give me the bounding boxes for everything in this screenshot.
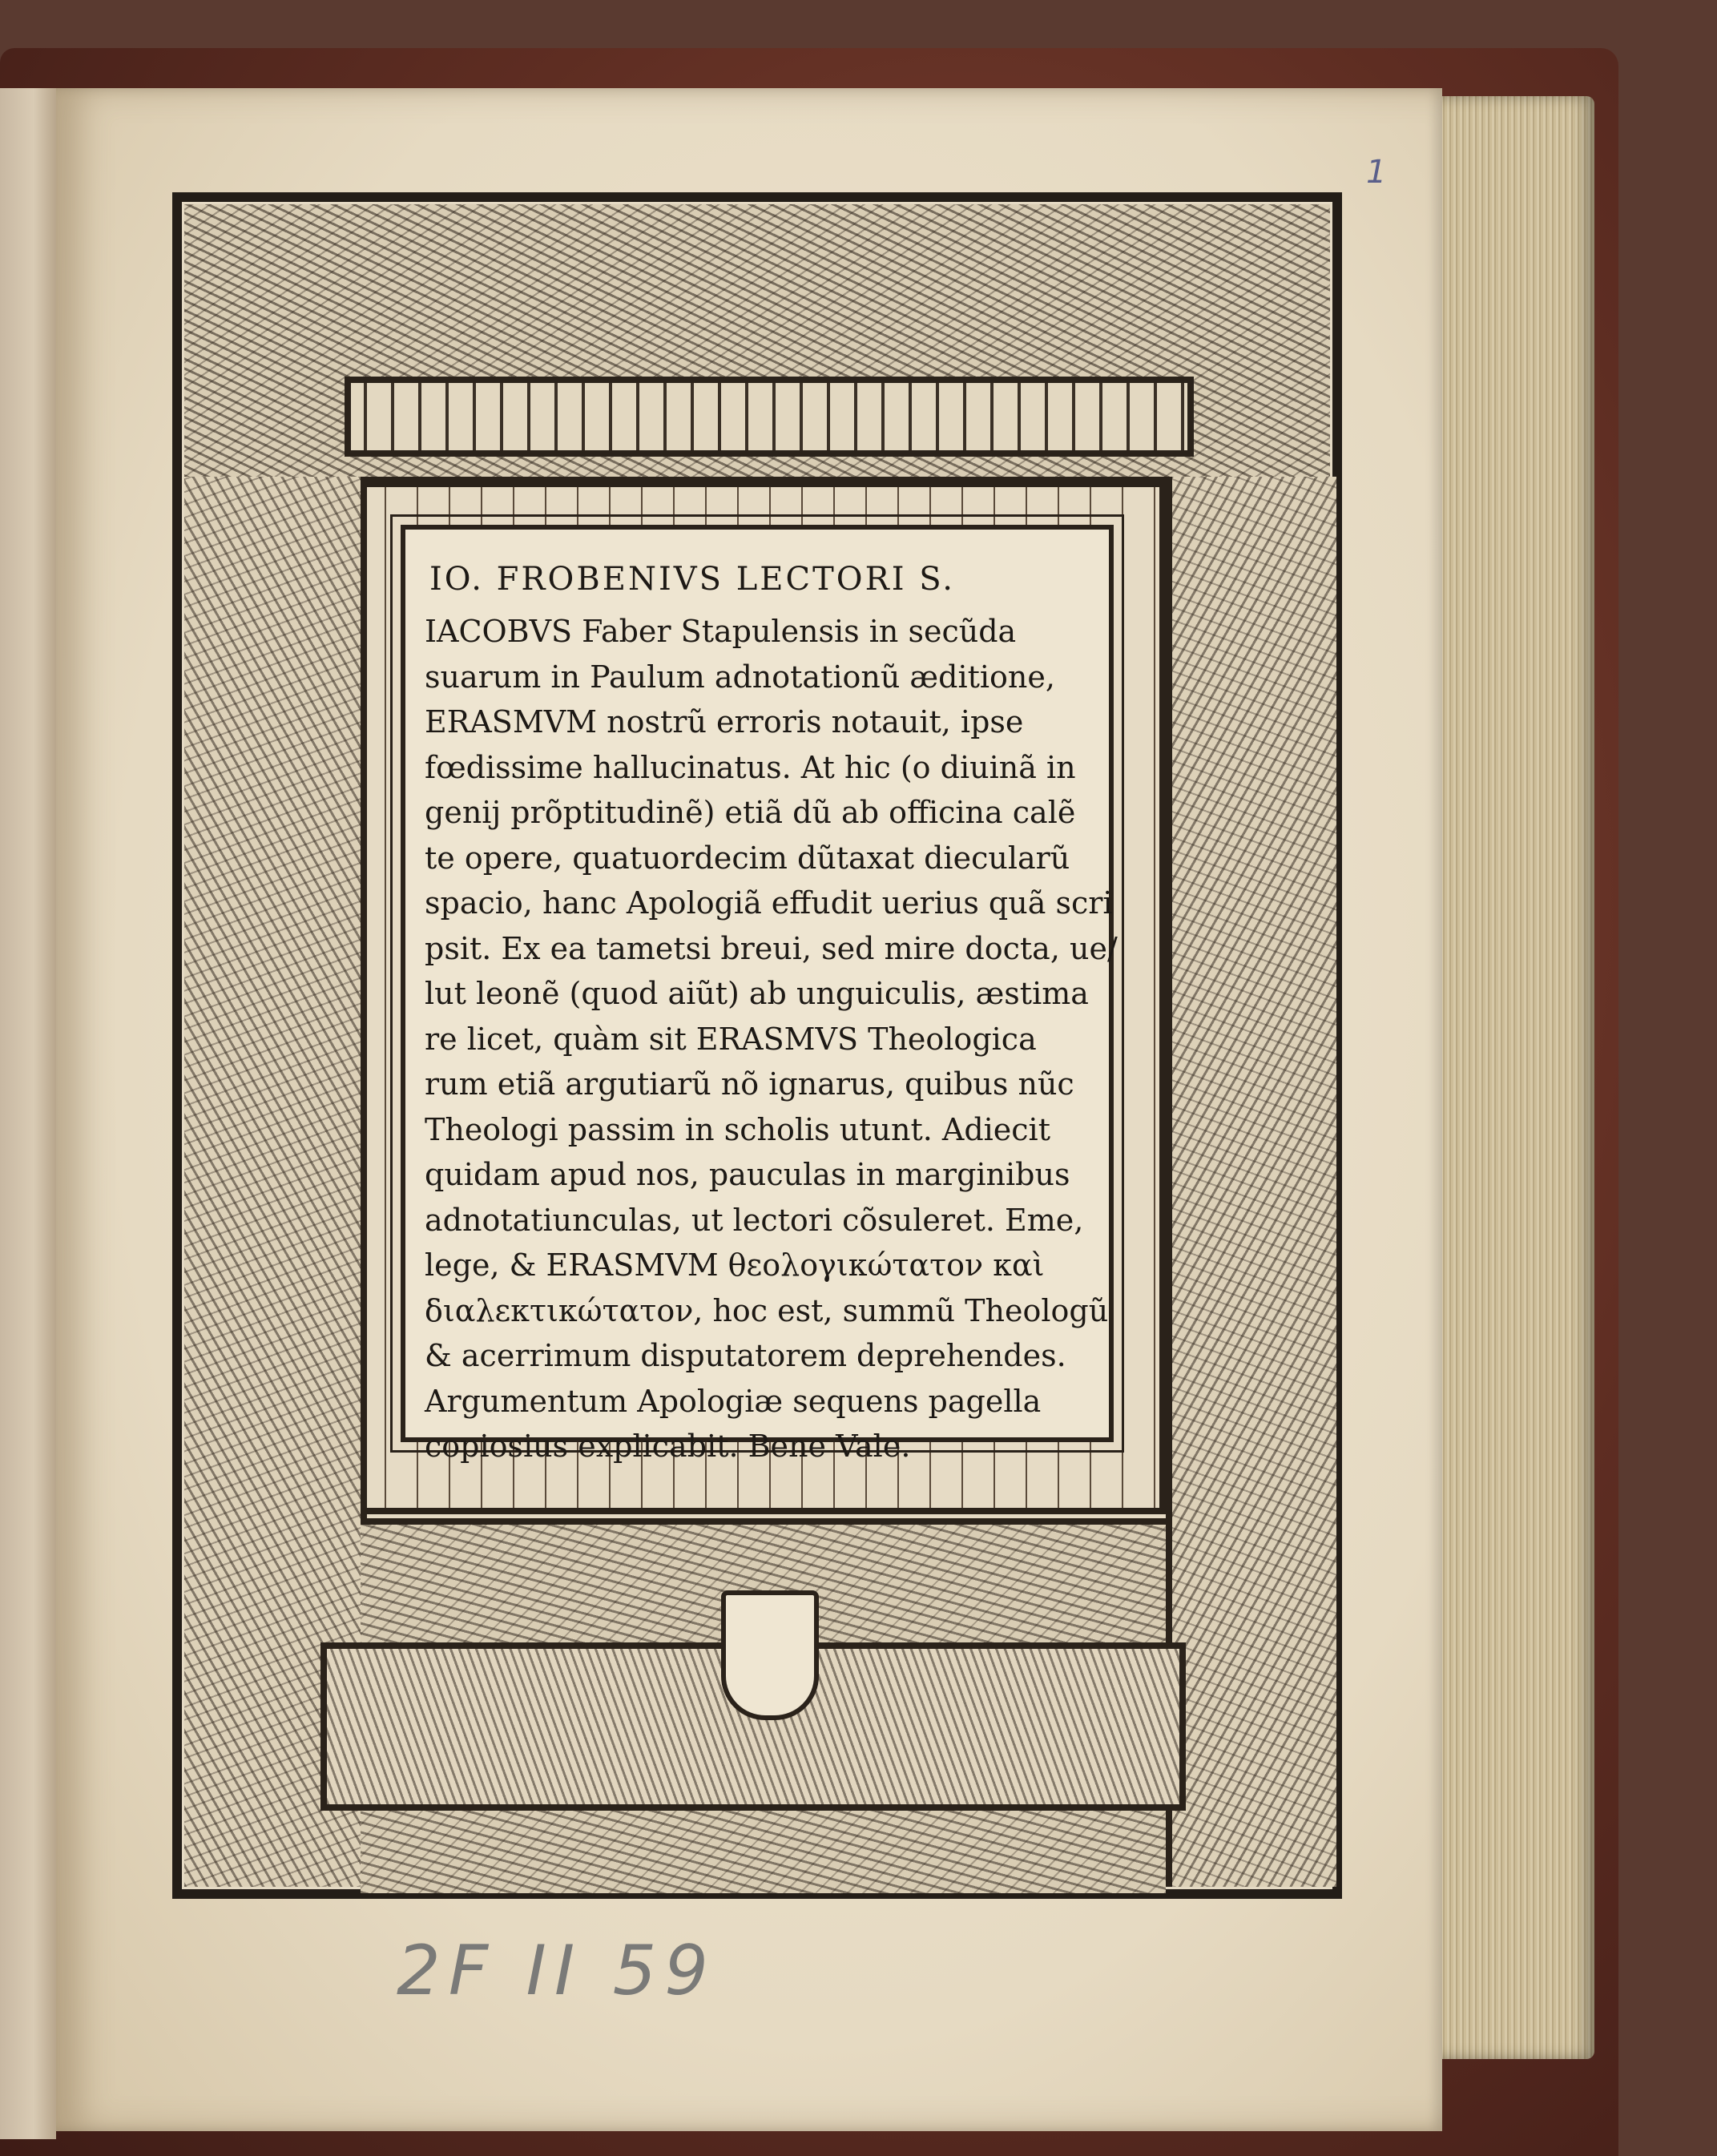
shield-icon (721, 1590, 819, 1720)
shelfmark: 2F II 59 (397, 1931, 717, 2011)
woodcut-top-frieze (345, 377, 1194, 457)
text-line: IACOBVS Faber Stapulensis in secũda (425, 614, 1017, 649)
text-line: spacio, hanc Apologiã effudit uerius quã scri (425, 885, 1113, 921)
text-line: ERASMVM nostrũ erroris notauit, ipse (425, 704, 1024, 739)
text-line: adnotatiunculas, ut lectori cõsuleret. Eme, (425, 1202, 1084, 1238)
facing-page-edge (0, 88, 56, 2139)
preface-text (425, 561, 1118, 1464)
text-line: διαλεκτικώτατον, hoc est, summũ Theologũ (425, 1292, 1109, 1328)
woodcut-right-column (1166, 477, 1336, 1887)
page-number: 1 (1366, 154, 1387, 191)
text-line: fœdissime hallucinatus. At hic (o diuinã in (425, 749, 1076, 785)
preface-heading: IO. FROBENIVS LECTORI S. (429, 561, 955, 598)
text-line: copiosius explicabit. Bene Vale. (425, 1429, 911, 1464)
text-line: quidam apud nos, pauculas in marginibus (425, 1157, 1070, 1192)
text-line: psit. Ex ea tametsi breui, sed mire docta, ue/ (425, 930, 1118, 966)
text-line: Theologi passim in scholis utunt. Adiecit (425, 1111, 1050, 1147)
text-line: rum etiã argutiarũ nõ ignarus, quibus nũc (425, 1066, 1074, 1102)
text-line: & acerrimum disputatorem deprehendes. (425, 1338, 1066, 1373)
text-line: te opere, quatuordecim dũtaxat diecularũ (425, 840, 1070, 876)
text-line: lut leonẽ (quod aiũt) ab unguiculis, æstima (425, 976, 1089, 1011)
text-line: Argumentum Apologiæ sequens pagella (425, 1383, 1042, 1419)
text-line: suarum in Paulum adnotationũ æditione, (425, 659, 1055, 695)
page-fore-edge (1434, 96, 1594, 2059)
text-line: lege, & ERASMVM θεολογικώτατον καὶ (425, 1247, 1045, 1283)
text-line: re licet, quàm sit ERASMVS Theologica (425, 1021, 1037, 1057)
text-line: genij prõptitudinẽ) etiã dũ ab officina calẽ (425, 795, 1076, 830)
